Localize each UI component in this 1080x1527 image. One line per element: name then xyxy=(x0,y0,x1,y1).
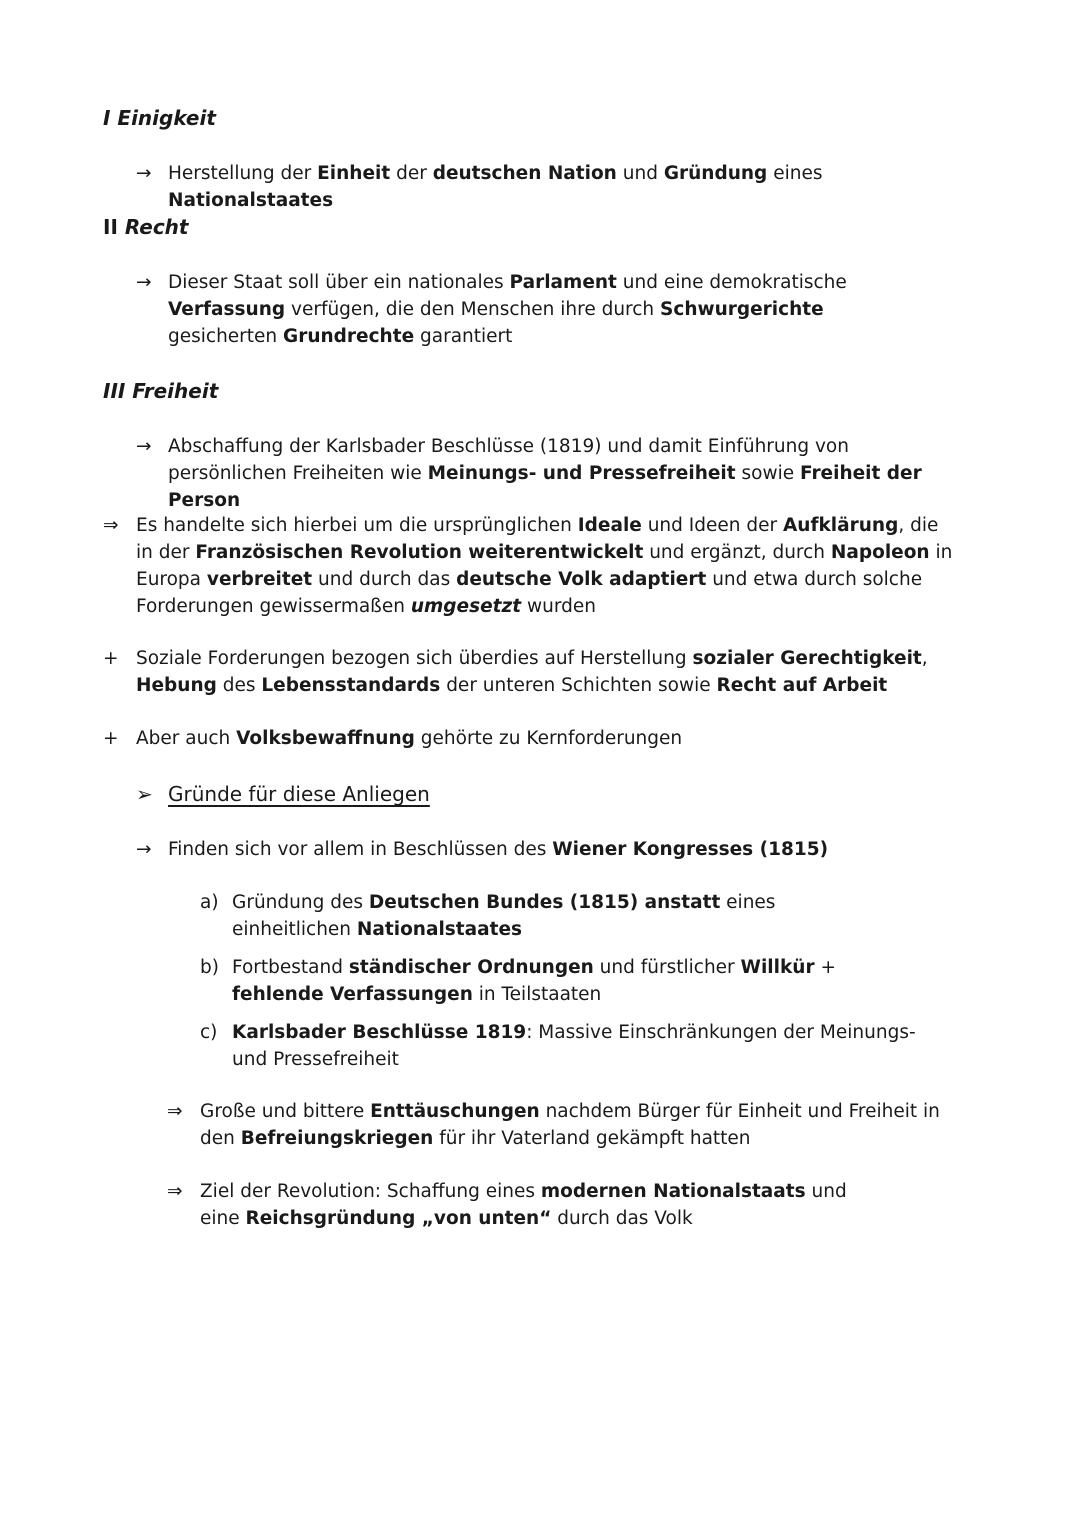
list-marker-b: b) xyxy=(200,957,219,978)
list-item-a-text: Gründung des Deutschen Bundes (1815) anstatt eines einheitlichen Nationalstaates xyxy=(232,892,776,940)
gruende-heading-text: Gründe für diese Anliegen xyxy=(168,782,430,806)
implies-icon: ⇒ xyxy=(103,515,119,536)
heading-einigkeit: I Einigkeit xyxy=(103,106,216,130)
einigkeit-point xyxy=(136,160,986,214)
ideale-point xyxy=(103,512,953,620)
recht-point xyxy=(136,269,926,350)
einigkeit-text: Herstellung der Einheit der deutschen Nation und Gründung eines Nationalstaates xyxy=(168,163,823,211)
implies-icon: ⇒ xyxy=(167,1101,183,1122)
list-marker-a: a) xyxy=(200,892,219,913)
list-item-b xyxy=(200,954,890,1008)
conclusion-ziel xyxy=(167,1178,867,1232)
triangle-bullet-icon: ➢ xyxy=(136,782,153,806)
arrow-icon: → xyxy=(136,272,152,293)
heading-recht: II Recht xyxy=(103,215,189,239)
freiheit-point xyxy=(136,433,936,514)
arrow-icon: → xyxy=(136,163,152,184)
list-item-c-text: Karlsbader Beschlüsse 1819: Massive Einschränkungen der Meinungs- und Pressefreiheit xyxy=(232,1022,916,1070)
plus-icon: + xyxy=(103,648,119,669)
volk-point xyxy=(103,725,963,752)
gruende-text: Finden sich vor allem in Beschlüssen des Wiener Kongresses (1815) xyxy=(168,839,829,860)
plus-icon: + xyxy=(103,728,119,749)
list-marker-c: c) xyxy=(200,1022,218,1043)
heading-freiheit: III Freiheit xyxy=(103,379,219,403)
recht-text: Dieser Staat soll über ein nationales Parlament und eine demokratische Verfassung verfügen, die den Menschen ihre durch Schwurgerichte gesicherten Grundrechte garantiert xyxy=(168,272,847,347)
list-item-b-text: Fortbestand ständischer Ordnungen und fürstlicher Willkür + fehlende Verfassungen in Teilstaaten xyxy=(232,957,836,1005)
sozial-text: Soziale Forderungen bezogen sich überdies auf Herstellung sozialer Gerechtigkeit, Hebung des Lebensstandards der unteren Schichten sowie Recht auf Arbeit xyxy=(136,648,928,696)
conclusion-ziel-text: Ziel der Revolution: Schaffung eines modernen Nationalstaats und eine Reichsgründung „von unten“ durch das Volk xyxy=(200,1181,847,1229)
arrow-icon: → xyxy=(136,436,152,457)
arrow-icon: → xyxy=(136,839,152,860)
conclusion-enttaeuschungen-text: Große und bittere Enttäuschungen nachdem Bürger für Einheit und Freiheit in den Befreiungskriegen für ihr Vaterland gekämpft hatten xyxy=(200,1101,940,1149)
sozial-point xyxy=(103,645,963,699)
conclusion-enttaeuschungen xyxy=(167,1098,947,1152)
volk-text: Aber auch Volksbewaffnung gehörte zu Kernforderungen xyxy=(136,728,683,749)
ideale-text: Es handelte sich hierbei um die ursprünglichen Ideale und Ideen der Aufklärung, die in der Französischen Revolution weiterentwickelt und ergänzt, durch Napoleon in Europa verbreitet und durch das deutsche Volk adaptiert und etwa durch solche Forderungen gewissermaßen umgesetzt wurden xyxy=(136,515,953,617)
list-item-a xyxy=(200,889,890,943)
list-item-c xyxy=(200,1019,920,1073)
gruende-point xyxy=(136,836,936,863)
freiheit-text: Abschaffung der Karlsbader Beschlüsse (1819) und damit Einführung von persönlichen Freiheiten wie Meinungs- und Pressefreiheit sowie Freiheit der Person xyxy=(168,436,922,511)
implies-icon: ⇒ xyxy=(167,1181,183,1202)
gruende-heading xyxy=(136,781,836,808)
